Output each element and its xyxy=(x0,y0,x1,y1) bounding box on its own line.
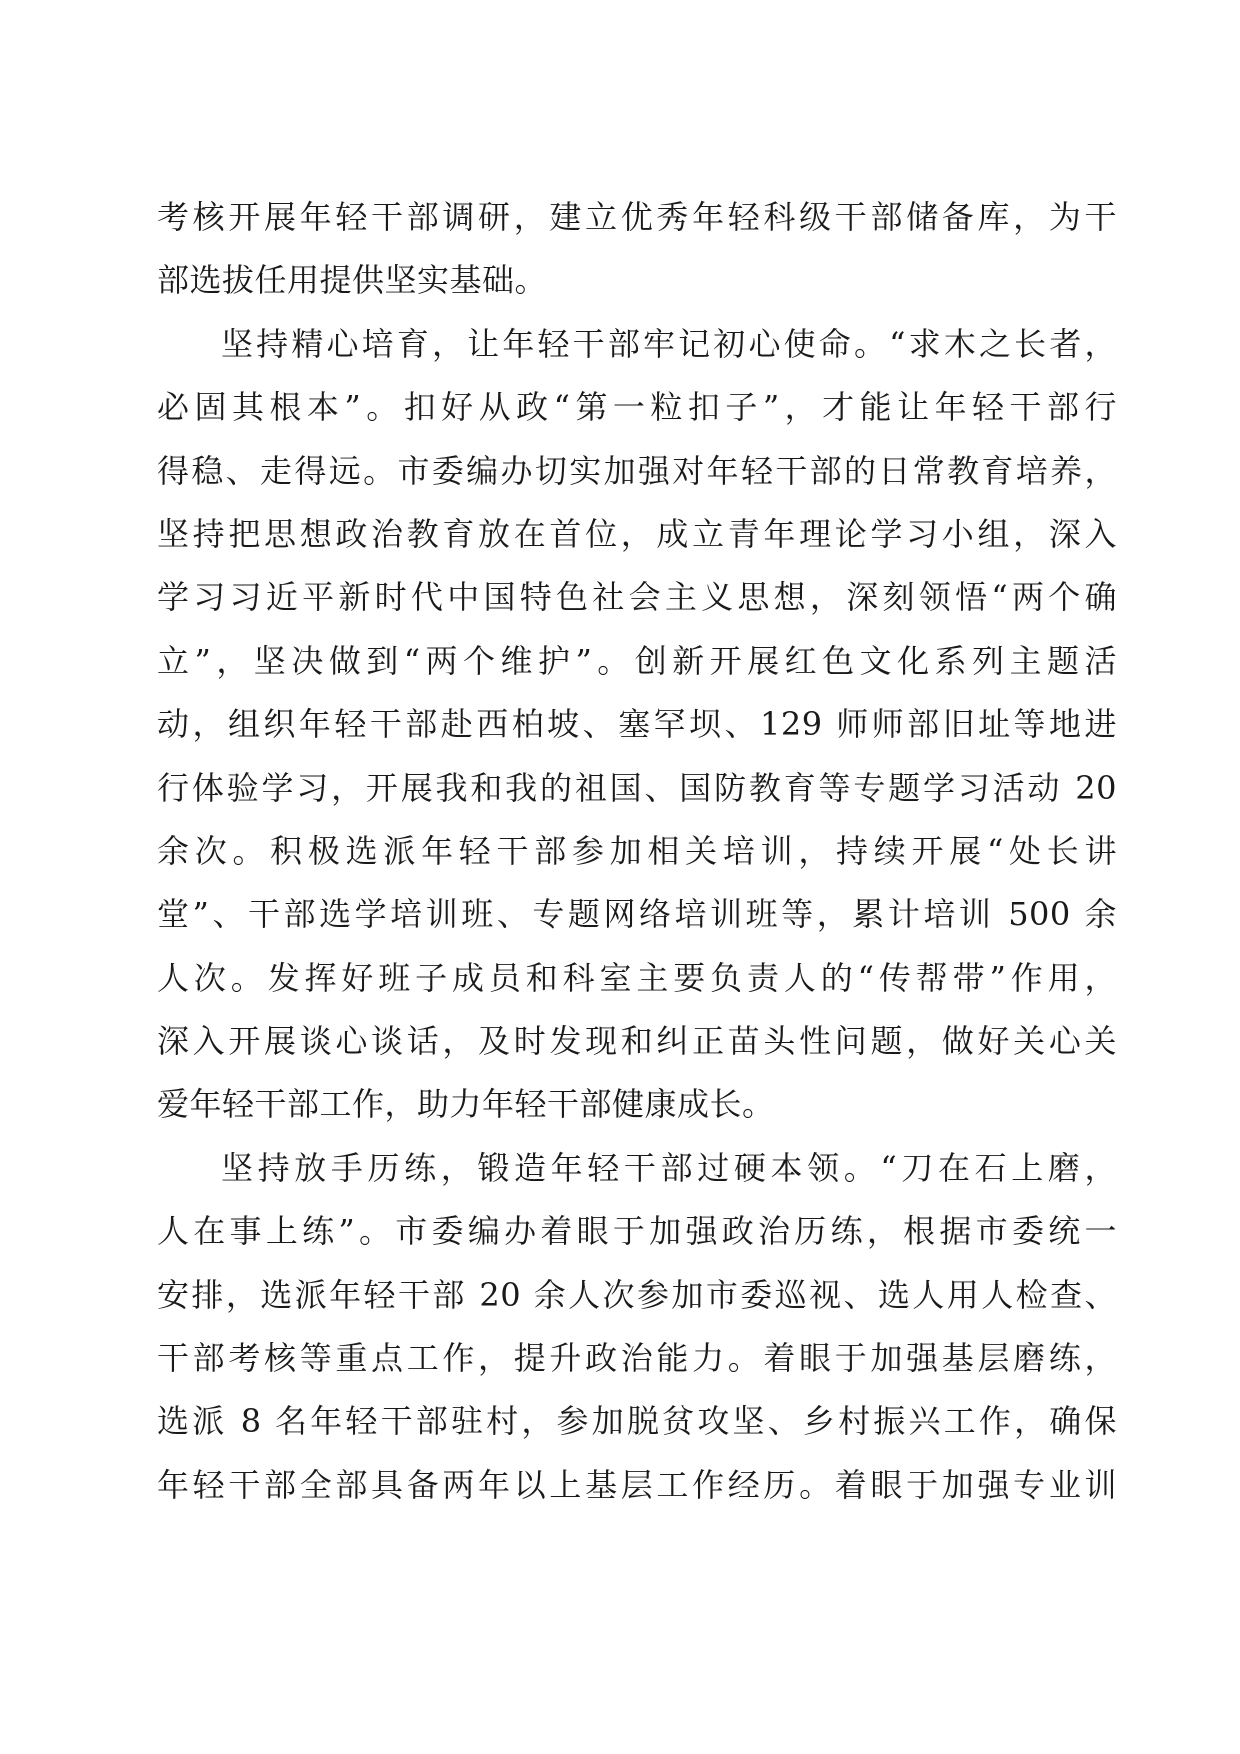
text-line: 立”，坚决做到“两个维护”。创新开展红色文化系列主题活 xyxy=(157,641,1117,680)
text-line: 部选拔任用提供坚实基础。 xyxy=(157,261,548,300)
text-line: 爱年轻干部工作，助力年轻干部健康成长。 xyxy=(157,1085,775,1124)
text-line: 得稳、走得远。市委编办切实加强对年轻干部的日常教育培养， xyxy=(157,451,1117,490)
paragraph-start-line: 坚持放手历练，锻造年轻干部过硬本领。“刀在石上磨， xyxy=(221,1148,1117,1187)
document-body xyxy=(157,186,1117,1517)
text-line: 人次。发挥好班子成员和科室主要负责人的“传帮带”作用， xyxy=(157,958,1117,997)
text-line: 人在事上练”。市委编办着眼于加强政治历练，根据市委统一 xyxy=(157,1212,1117,1251)
text-line: 考核开展年轻干部调研，建立优秀年轻科级干部储备库，为干 xyxy=(157,198,1117,236)
text-line: 年轻干部全部具备两年以上基层工作经历。着眼于加强专业训 xyxy=(157,1465,1117,1504)
text-line: 行体验学习，开展我和我的祖国、国防教育等专题学习活动 20 xyxy=(157,768,1117,807)
text-line: 学习习近平新时代中国特色社会主义思想，深刻领悟“两个确 xyxy=(157,578,1117,617)
text-line: 必固其根本”。扣好从政“第一粒扣子”，才能让年轻干部行 xyxy=(157,388,1117,427)
paragraph-start-line: 坚持精心培育，让年轻干部牢记初心使命。“求木之长者， xyxy=(221,324,1117,363)
text-line: 选派 8 名年轻干部驻村，参加脱贫攻坚、乡村振兴工作，确保 xyxy=(157,1402,1117,1441)
text-line: 动，组织年轻干部赴西柏坡、塞罕坝、129 师师部旧址等地进 xyxy=(157,705,1117,744)
text-line: 深入开展谈心谈话，及时发现和纠正苗头性问题，做好关心关 xyxy=(157,1022,1117,1061)
text-line: 堂”、干部选学培训班、专题网络培训班等，累计培训 500 余 xyxy=(157,895,1117,934)
text-line: 干部考核等重点工作，提升政治能力。着眼于加强基层磨练， xyxy=(157,1339,1117,1378)
text-line: 余次。积极选派年轻干部参加相关培训，持续开展“处长讲 xyxy=(157,831,1117,870)
text-line: 安排，选派年轻干部 20 余人次参加市委巡视、选人用人检查、 xyxy=(157,1275,1117,1314)
text-line: 坚持把思想政治教育放在首位，成立青年理论学习小组，深入 xyxy=(157,514,1117,553)
